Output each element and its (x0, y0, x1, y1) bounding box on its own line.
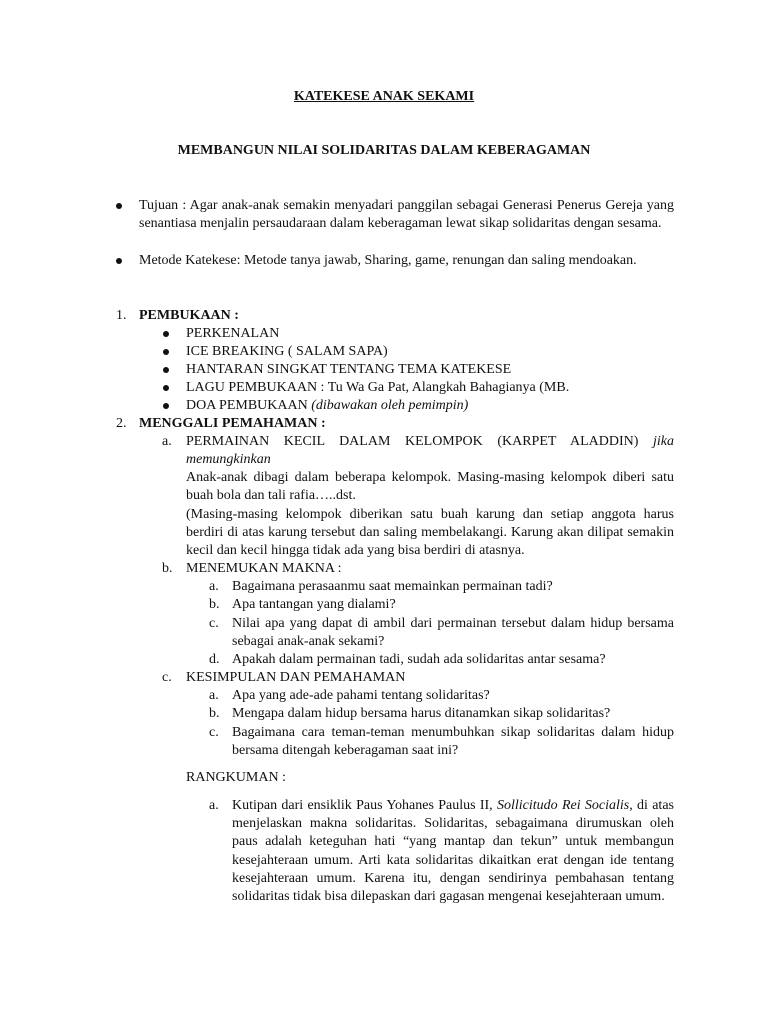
sub-b-label: MENEMUKAN MAKNA : (186, 561, 342, 576)
document-subtitle: MEMBANGUN NILAI SOLIDARITAS DALAM KEBERAGAMAN (177, 143, 591, 158)
sub-a-label-text: PERMAINAN KECIL DALAM KELOMPOK (KARPET ALADDIN) (186, 434, 639, 449)
sub-c-label: KESIMPULAN DAN PEMAHAMAN (186, 670, 406, 685)
section-2-marker: 2. (116, 416, 127, 431)
document-title: KATEKESE ANAK SEKAMI (293, 89, 475, 104)
bullet-disc-icon (163, 349, 169, 355)
sub-a-label (186, 433, 674, 469)
sub-a-marker: a. (162, 434, 172, 449)
intro-bullet-metode: Metode Katekese: Metode tanya jawab, Sharing, game, renungan dan saling mendoakan. (139, 253, 637, 268)
sub-c-marker: c. (162, 670, 172, 685)
pembukaan-item-lagu: LAGU PEMBUKAAN : Tu Wa Ga Pat, Alangkah Bahagianya (MB. (186, 380, 570, 395)
section-2-heading: MENGGALI PEMAHAMAN : (139, 416, 326, 431)
bullet-disc-icon (116, 258, 122, 264)
section-1-marker: 1. (116, 308, 127, 323)
pembukaan-item-doa (186, 397, 468, 415)
bullet-disc-icon (163, 403, 169, 409)
rangkuman-text-before: Kutipan dari ensiklik Paus Yohanes Paulus II, (232, 798, 497, 813)
bullet-disc-icon (116, 203, 122, 209)
kesimpulan-item-marker: b. (209, 706, 220, 721)
doa-text-italic: (dibawakan oleh pemimpin) (311, 398, 469, 413)
kesimpulan-item-text: Apa yang ade-ade pahami tentang solidaritas? (232, 688, 490, 703)
pembukaan-item-hantaran: HANTARAN SINGKAT TENTANG TEMA KATEKESE (186, 362, 512, 377)
sub-a-label-italic: jika memungkinkan (186, 434, 675, 468)
kesimpulan-item-marker: c. (209, 725, 219, 740)
rangkuman-item-marker: a. (209, 798, 219, 813)
kesimpulan-item-text: Bagaimana cara teman-teman menumbuhkan sikap solidaritas dalam hidup bersama ditengah keberagaman saat ini? (232, 725, 674, 759)
sub-a-paragraph-2: (Masing-masing kelompok diberikan satu buah karung dan setiap anggota harus berdiri di atas karung tersebut dan saling membelakangi. Karung akan dilipat semakin kecil dan kecil hingga tidak ada yang bisa berdiri di atasnya. (186, 507, 674, 559)
rangkuman-item-text (232, 797, 674, 906)
intro-bullet-tujuan: Tujuan : Agar anak-anak semakin menyadari panggilan sebagai Generasi Penerus Gereja yang senantiasa menjalin persaudaraan dalam keberagaman lewat sikap solidaritas dengan sesama. (139, 198, 674, 232)
bullet-disc-icon (163, 385, 169, 391)
sub-b-marker: b. (162, 561, 173, 576)
makna-item-marker: a. (209, 579, 219, 594)
kesimpulan-item-text: Mengapa dalam hidup bersama harus ditanamkan sikap solidaritas? (232, 706, 611, 721)
rangkuman-text-after: , di atas menjelaskan makna solidaritas. Solidaritas, sebagaimana dirumuskan oleh paus adalah keteguhan hati “yang mantap dan tekun” untuk membangun kesejahteraan umum. Arti kata solidaritas dikaitkan erat dengan ide tentang kesejahteraan umum. Karena itu, dengan sendirinya pembahasan tentang solidaritas tidak bisa dilepaskan dari gagasan mengenai kesejahteraan umum. (232, 798, 674, 905)
makna-item-marker: d. (209, 652, 220, 667)
section-1-heading: PEMBUKAAN : (139, 308, 239, 323)
makna-item-text: Apa tantangan yang dialami? (232, 597, 396, 612)
makna-item-text: Bagaimana perasaanmu saat memainkan permainan tadi? (232, 579, 553, 594)
makna-item-marker: c. (209, 616, 219, 631)
doa-text: DOA PEMBUKAAN (186, 398, 312, 413)
makna-item-marker: b. (209, 597, 220, 612)
makna-item-text: Nilai apa yang dapat di ambil dari permainan tersebut dalam hidup bersama sebagai anak-anak sekami? (232, 616, 674, 650)
makna-item-text: Apakah dalam permainan tadi, sudah ada solidaritas antar sesama? (232, 652, 606, 667)
pembukaan-item-ice-breaking: ICE BREAKING ( SALAM SAPA) (186, 344, 388, 359)
pembukaan-item-perkenalan: PERKENALAN (186, 326, 280, 341)
bullet-disc-icon (163, 367, 169, 373)
sub-a-paragraph-1: Anak-anak dibagi dalam beberapa kelompok. Masing-masing kelompok diberi satu buah bola dan tali rafia…..dst. (186, 470, 674, 504)
rangkuman-label: RANGKUMAN : (186, 770, 286, 785)
kesimpulan-item-marker: a. (209, 688, 219, 703)
rangkuman-text-italic: Sollicitudo Rei Socialis (496, 798, 630, 813)
bullet-disc-icon (163, 331, 169, 337)
